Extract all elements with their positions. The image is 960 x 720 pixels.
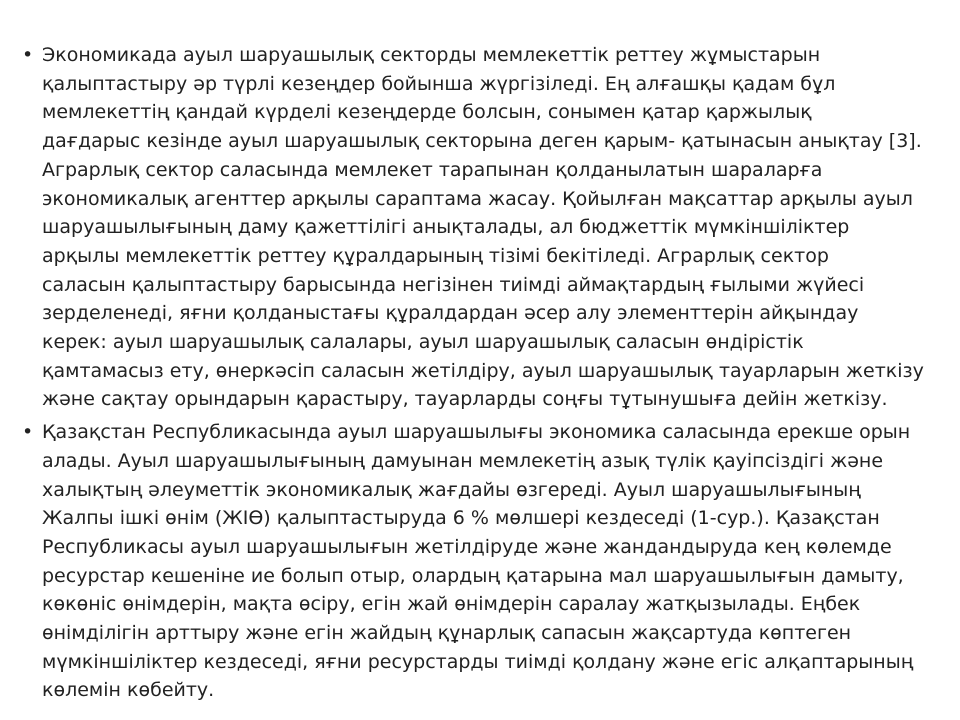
text-line: экономикалық агенттер арқылы сараптама жасау. Қойылған мақсаттар арқылы ауыл [42,187,913,210]
text-line: Экономикада ауыл шаруашылық секторды мемлекеттік реттеу жұмыстарын [42,44,821,66]
text-line: Қазақстан Республикасында ауыл шаруашылығы экономика саласында ерекше орын [42,421,911,444]
text-line: арқылы мемлекеттік реттеу құралдарының тізімі бекітіледі. Аграрлық сектор [42,244,829,267]
bullet-item-2 [20,418,940,705]
text-line: шаруашылығының даму қажеттілігі анықталады, ал бюджеттік мүмкіншіліктер [42,216,850,239]
bullet-icon: • [22,44,34,66]
text-line: ресурстар кешеніне ие болып отыр, олардың қатарына мал шаруашылығын дамыту, [42,564,904,587]
text-line: керек: ауыл шаруашылық салалары, ауыл шаруашылық саласын өндірістік [42,331,804,354]
bullet-icon: • [22,421,34,444]
bullet-item-1 [20,41,940,414]
bullet-list [20,41,940,705]
text-line: Аграрлық сектор саласында мемлекет тарапынан қолданылатын шараларға [42,158,823,181]
text-line: Республикасы ауыл шаруашылығын жетілдіруде және жандандыруда кең көлемде [42,535,892,558]
text-line: қалыптастыру әр түрлі кезеңдер бойынша жүргізіледі. Ең алғашқы қадам бұл [42,72,836,95]
text-line: көкөніс өнімдерін, мақта өсіру, егін жай өнімдерін саралау жатқызылады. Еңбек [42,593,861,616]
text-line: көлемін көбейту. [42,679,215,702]
text-line: зерделенеді, яғни қолданыстағы құралдардан әсер алу элементтерін айқындау [42,302,859,325]
text-line: алады. Ауыл шаруашылығының дамуынан мемлекетің азық түлік қауіпсіздігі және [42,449,884,472]
text-line: халықтың әлеуметтік экономикалық жағдайы өзгереді. Ауыл шаруашылығының [42,478,861,501]
text-line: мүмкіншіліктер кездеседі, яғни ресурстарды тиімді қолдану және егіс алқаптарының [42,650,914,673]
text-line: дағдарыс кезінде ауыл шаруашылық секторына деген қарым- қатынасын анықтау [3]. [42,130,922,153]
text-line: өнімділігін арттыру және егін жайдың құнарлық сапасын жақсартуда көптеген [42,622,852,645]
text-line: мемлекеттің қандай күрделі кезеңдерде болсын, сонымен қатар қаржылық [42,101,812,124]
text-line: саласын қалыптастыру барысында негізінен тиімді аймақтардың ғылыми жүйесі [42,273,865,296]
text-line: Жалпы ішкі өнім (ЖІӨ) қалыптастыруда 6 % мөлшері кездеседі (1-сур.). Қазақстан [42,507,880,530]
text-line: және сақтау орындарын қарастыру, тауарларды соңғы тұтынушыға дейін жеткізу. [42,388,888,411]
text-line: қамтамасыз ету, өнеркәсіп саласын жетілдіру, ауыл шаруашылық тауарларын жеткізу [42,359,924,382]
